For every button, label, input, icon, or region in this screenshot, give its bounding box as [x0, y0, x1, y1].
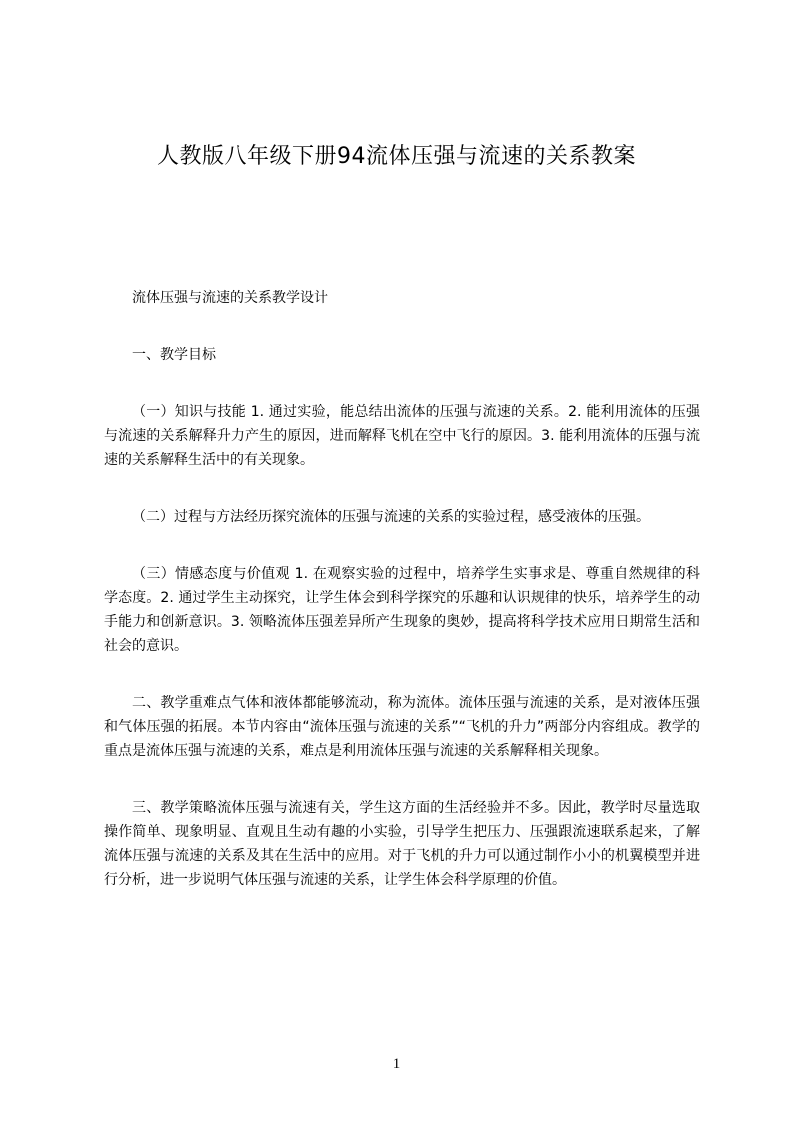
- section-heading-objectives: 一、教学目标: [132, 347, 216, 363]
- paragraph-emotion-values: （三）情感态度与价值观 1. 在观察实验的过程中，培养学生实事求是、尊重自然规律的科学态度。2. 通过学生主动探究，让学生体会到科学探究的乐趣和认识规律的快乐，培养学生的动手能力和创新意识。3. 领略流体压强差异所产生现象的奥妙，提高将科学技术应用日期常生活和社会的意识。: [104, 566, 700, 654]
- paragraph-process-method: （二）过程与方法经历探究流体的压强与流速的关系的实验过程，感受液体的压强。: [132, 509, 650, 525]
- document-title: 人教版八年级下册94流体压强与流速的关系教案: [157, 144, 636, 169]
- document-body: [104, 286, 700, 892]
- paragraph-key-difficulties: 二、教学重难点气体和液体都能够流动，称为流体。流体压强与流速的关系，是对液体压强和气体压强的拓展。本节内容由“流体压强与流速的关系”“飞机的升力”两部分内容组成。教学的重点是流体压强与流速的关系，难点是利用流体压强与流速的关系解释相关现象。: [104, 695, 700, 759]
- section-subtitle: 流体压强与流速的关系教学设计: [132, 290, 328, 306]
- page-number: 1: [392, 1056, 401, 1072]
- paragraph-teaching-strategy: 三、教学策略流体压强与流速有关，学生这方面的生活经验并不多。因此，教学时尽量选取操作简单、现象明显、直观且生动有趣的小实验，引导学生把压力、压强跟流速联系起来，了解流体压强与流速的关系及其在生活中的应用。对于飞机的升力可以通过制作小小的机翼模型并进行分析，进一步说明气体压强与流速的关系，让学生体会科学原理的价值。: [104, 800, 700, 888]
- paragraph-knowledge-skills: （一）知识与技能 1. 通过实验，能总结出流体的压强与流速的关系。2. 能利用流体的压强与流速的关系解释升力产生的原因，进而解释飞机在空中飞行的原因。3. 能利用流体的压强与流速的关系解释生活中的有关现象。: [104, 404, 700, 468]
